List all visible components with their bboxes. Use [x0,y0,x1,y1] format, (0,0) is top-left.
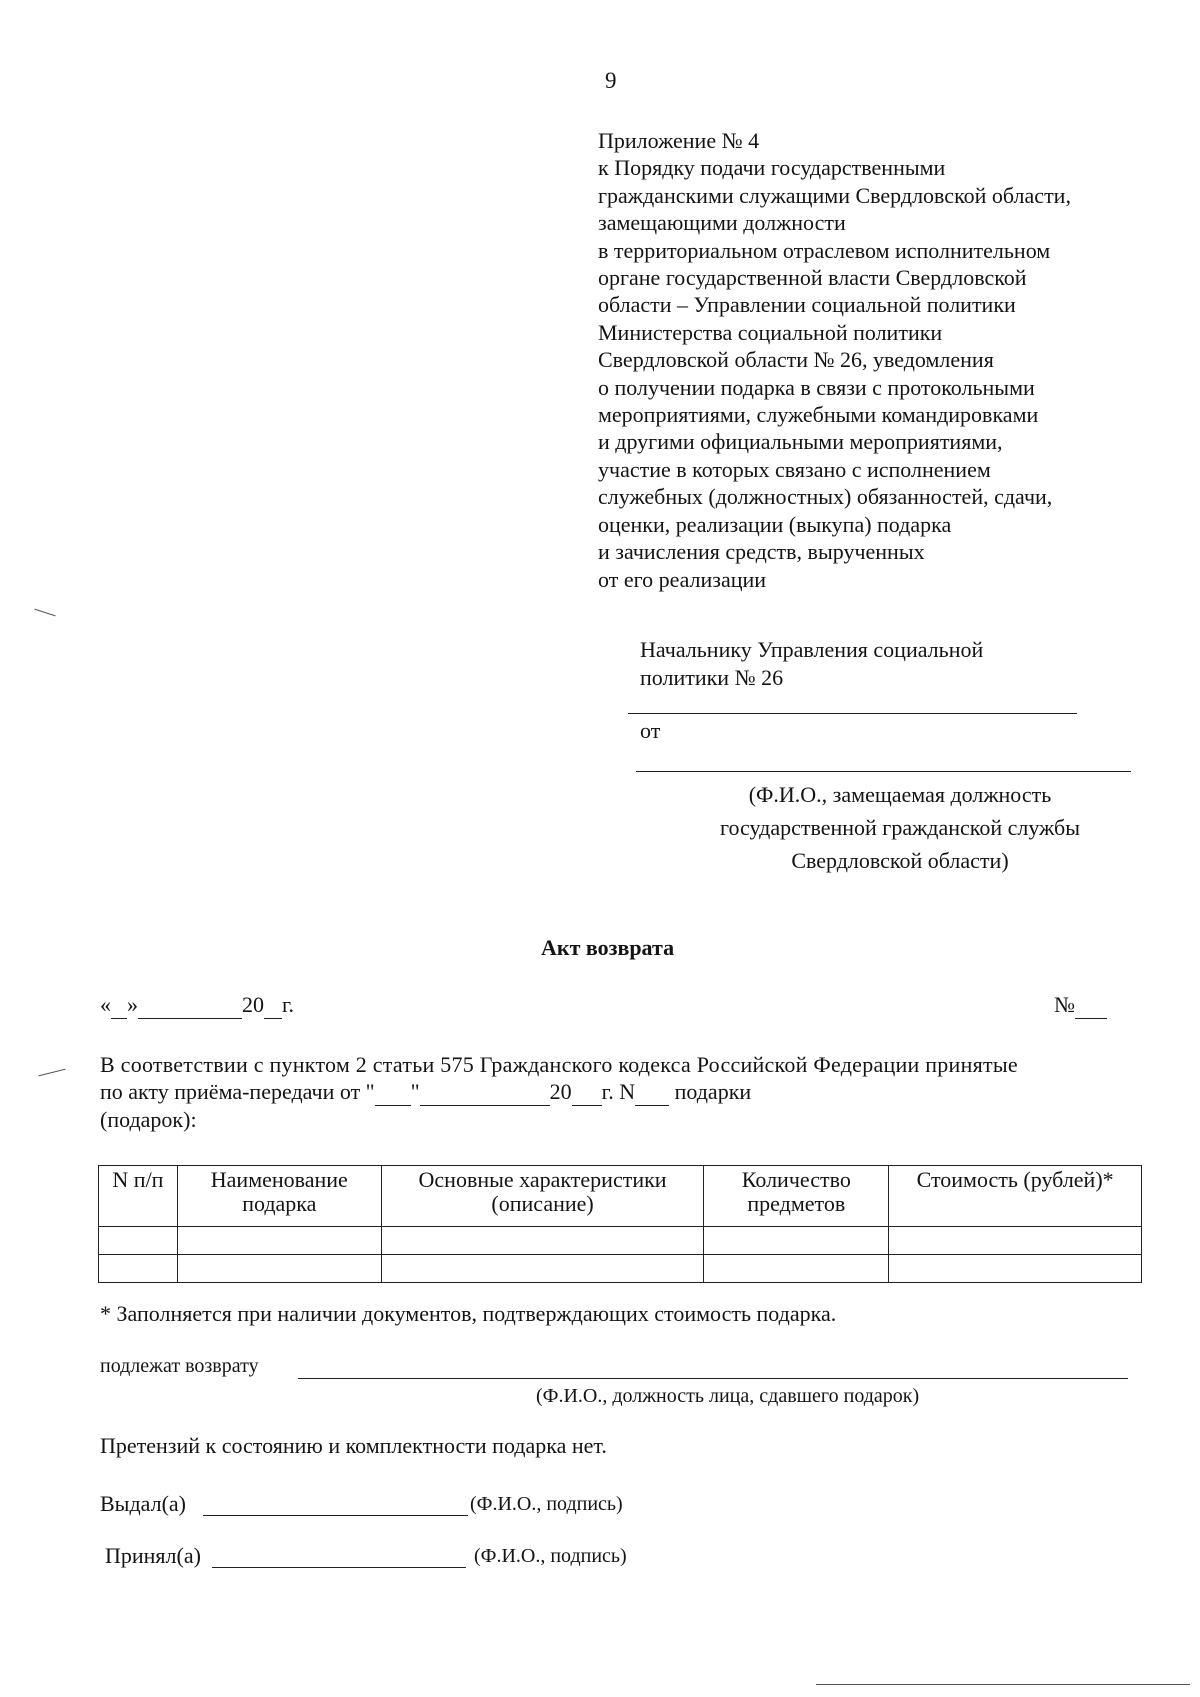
no-claims-text: Претензий к состоянию и комплектности подарка нет. [100,1433,607,1458]
from-label: от [640,718,661,743]
scan-mark [38,1069,65,1077]
header-cost: Стоимость (рублей)* [889,1166,1142,1227]
paragraph-line-2d: г. N [601,1079,636,1104]
addressee-line-1: Начальнику Управления социальной [640,637,984,662]
acceptance-number-blank [635,1079,669,1106]
paragraph-line-2a: по акту приёма-передачи от " [100,1079,375,1104]
date-open-quote: « [100,992,111,1017]
header-name: Наименование подарка [177,1166,381,1227]
acceptance-year-blank [572,1079,602,1106]
received-note: (Ф.И.О., подпись) [474,1545,627,1567]
annex-line: замещающими должности [598,210,846,236]
table-cell[interactable] [99,1227,178,1255]
number-label: № [1054,992,1075,1017]
annex-line: к Порядку подачи государственными [598,155,946,181]
number-blank [1075,992,1107,1019]
date-year-blank [264,992,282,1019]
table-cell[interactable] [381,1227,704,1255]
table-cell[interactable] [177,1255,381,1283]
table-cell[interactable] [889,1255,1142,1283]
date-close-quote: » [127,992,138,1017]
fio-note [690,778,1110,877]
table-cell[interactable] [704,1255,889,1283]
table-row [99,1255,1142,1283]
from-blank-line [636,771,1131,772]
annex-line: Свердловской области № 26, уведомления [598,347,994,373]
annex-line: от его реализации [598,566,767,592]
table-row [99,1227,1142,1255]
annex-line: гражданскими служащими Свердловской области, [598,182,1071,208]
paragraph-line-2b: " [410,1079,420,1104]
document-title: Акт возврата [541,935,675,960]
table-cell[interactable] [381,1255,704,1283]
annex-line: служебных (должностных) обязанностей, сдачи, [598,484,1053,510]
annex-line: органе государственной власти Свердловской [598,265,1027,291]
gifts-table [98,1165,1142,1283]
date-year-suffix: г. [282,992,295,1017]
annex-line: и другими официальными мероприятиями, [598,429,1003,455]
date-day-blank [111,992,127,1019]
page-number: 9 [605,68,617,93]
annex-line: мероприятиями, служебными командировками [598,402,1039,428]
act-number [1054,992,1107,1019]
paragraph-line-1: В соответствии с пунктом 2 статьи 575 Гражданского кодекса Российской Федерации принятые [100,1052,1018,1077]
paragraph-line-2c: 20 [549,1079,572,1104]
issued-blank-line [203,1515,468,1516]
fio-note-line-3: Свердловской области) [791,848,1009,873]
annex-line: оценки, реализации (выкупа) подарка [598,511,952,537]
return-label: подлежат возврату [100,1355,259,1377]
paragraph-line-2e: подарки [674,1079,752,1104]
date-year-prefix: 20 [242,992,264,1017]
scan-mark [816,1684,1190,1685]
addressee-line-2: политики № 26 [640,665,784,690]
annex-line: Министерства социальной политики [598,319,943,345]
annex-line: в территориальном отраслевом исполнительном [598,237,1051,263]
fio-note-line-1: (Ф.И.О., замещаемая должность [748,782,1052,807]
header-description: Основные характеристики (описание) [381,1166,704,1227]
addressee-blank-line [628,713,1077,714]
received-blank-line [212,1567,466,1568]
annex-header [598,127,1071,593]
acceptance-month-blank [420,1079,550,1106]
table-cell[interactable] [704,1227,889,1255]
paragraph-line-3: (подарок): [100,1107,197,1132]
annex-line: Приложение № 4 [598,128,760,153]
acceptance-day-blank [375,1079,411,1106]
annex-line: и зачисления средств, вырученных [598,539,925,565]
table-header-row [99,1166,1142,1227]
issued-label: Выдал(а) [100,1491,187,1516]
issued-note: (Ф.И.О., подпись) [470,1493,623,1515]
return-blank-line [298,1378,1128,1379]
annex-line: области – Управлении социальной политики [598,292,1016,318]
footnote: * Заполняется при наличии документов, подтверждающих стоимость подарка. [100,1301,837,1326]
fio-note-line-2: государственной гражданской службы [720,815,1080,840]
header-quantity: Количество предметов [704,1166,889,1227]
scan-mark [34,609,55,617]
annex-line: о получении подарка в связи с протокольными [598,374,1035,400]
received-label: Принял(а) [105,1543,201,1568]
date-line [100,992,294,1019]
header-number: N п/п [99,1166,178,1227]
date-month-blank [138,992,242,1019]
table-cell[interactable] [889,1227,1142,1255]
table-cell[interactable] [177,1227,381,1255]
paragraph-line-2 [100,1079,751,1106]
return-note: (Ф.И.О., должность лица, сдавшего подарок) [536,1385,920,1407]
table-cell[interactable] [99,1255,178,1283]
annex-line: участие в которых связано с исполнением [598,456,991,482]
